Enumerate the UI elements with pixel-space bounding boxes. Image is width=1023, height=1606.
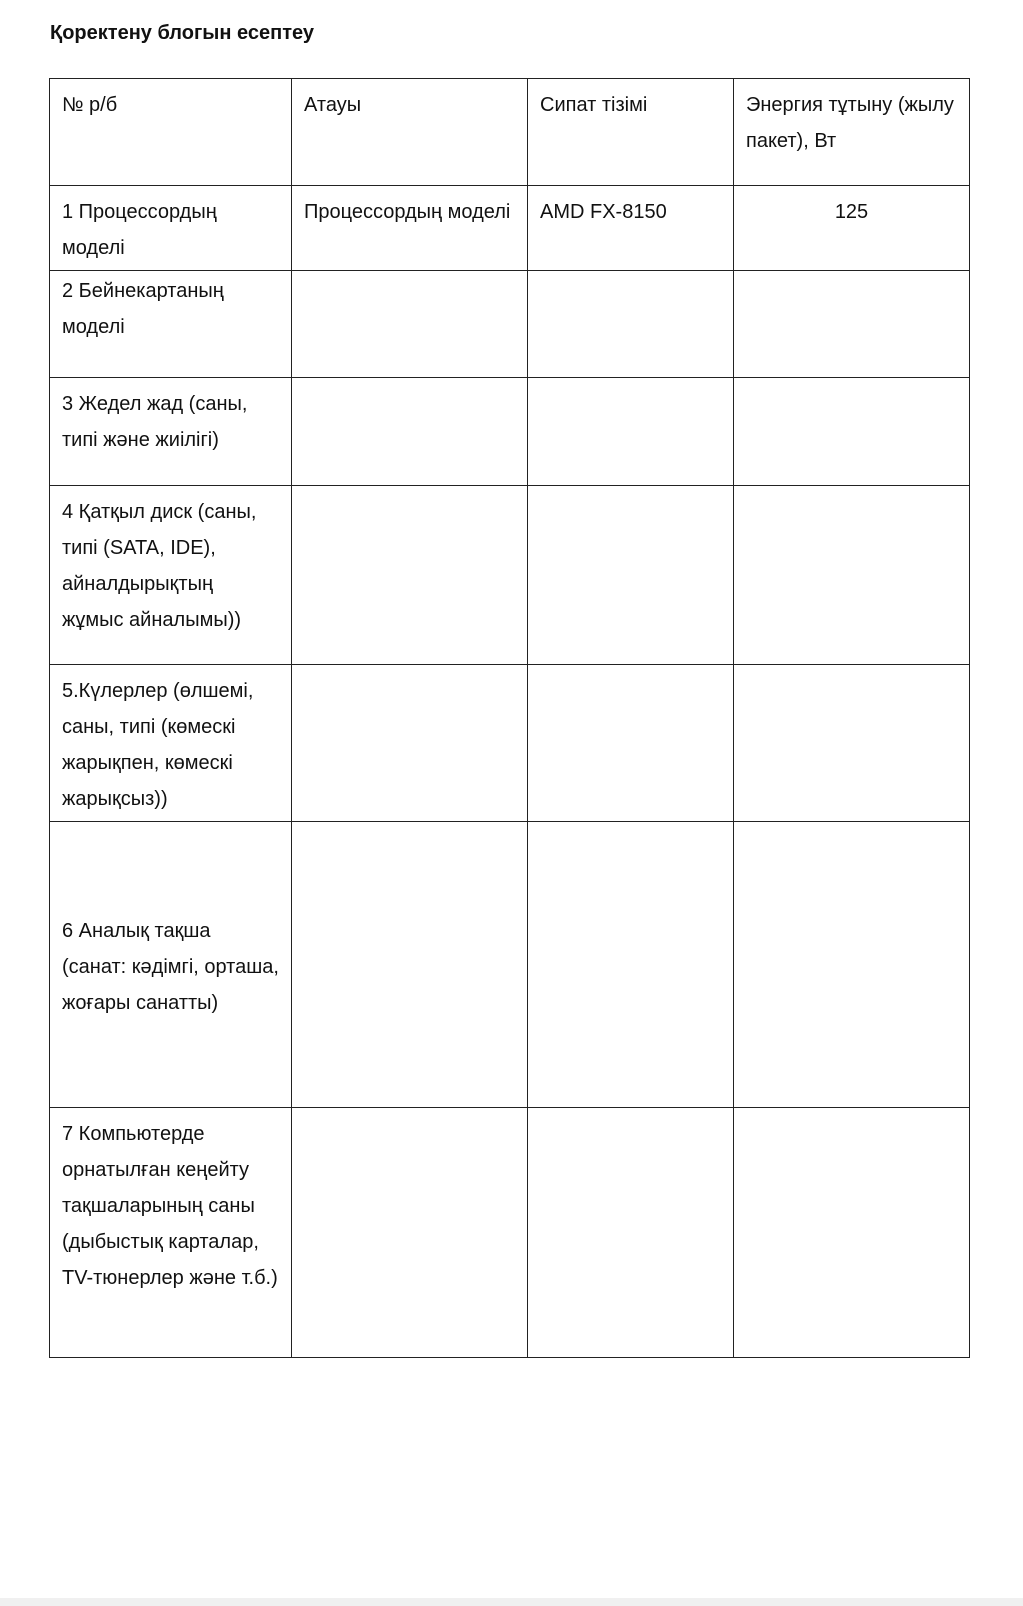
- row-power-cell: [734, 822, 970, 1108]
- row-spec-cell: AMD FX-8150: [528, 186, 734, 271]
- row-number-cell: 7 Компьютерде орнатылған кеңейту тақшаларының саны (дыбыстық карталар, TV-тюнерлер және т.б.): [50, 1108, 292, 1358]
- header-number: № р/б: [50, 79, 292, 186]
- row-power-cell: [734, 378, 970, 486]
- row-power-cell: [734, 665, 970, 822]
- page-bottom-edge: [0, 1598, 1023, 1606]
- header-name: Атауы: [292, 79, 528, 186]
- row-number-cell: 2 Бейнекартаның моделі: [50, 271, 292, 378]
- power-supply-table: [49, 78, 970, 1358]
- document-title: Қоректену блогын есептеу: [50, 22, 314, 44]
- row-number-cell: 5.Күлерлер (өлшемі, саны, типі (көмескі жарықпен, көмескі жарықсыз)): [50, 665, 292, 822]
- row-number-cell: 1 Процессордың моделі: [50, 186, 292, 271]
- row-name-cell: [292, 1108, 528, 1358]
- row-power-cell: [734, 486, 970, 665]
- table-row: [50, 1108, 970, 1358]
- row-number-cell: 4 Қатқыл диск (саны, типі (SATA, IDE), айналдырықтың жұмыс айналымы)): [50, 486, 292, 665]
- table-row: [50, 665, 970, 822]
- row-name-cell: [292, 822, 528, 1108]
- table-row: [50, 822, 970, 1108]
- row-spec-cell: [528, 486, 734, 665]
- row-spec-cell: [528, 822, 734, 1108]
- row-spec-cell: [528, 378, 734, 486]
- row-spec-cell: [528, 271, 734, 378]
- row-number-cell: 6 Аналық тақша (санат: кәдімгі, орташа, жоғары санатты): [50, 822, 292, 1108]
- table-row: [50, 271, 970, 378]
- row-spec-cell: [528, 1108, 734, 1358]
- row-name-cell: [292, 378, 528, 486]
- row-number-cell: 3 Жедел жад (саны, типі және жиілігі): [50, 378, 292, 486]
- row-power-cell: 125: [734, 186, 970, 271]
- row-power-cell: [734, 1108, 970, 1358]
- row-name-cell: [292, 271, 528, 378]
- row-power-cell: [734, 271, 970, 378]
- row-name-cell: Процессордың моделі: [292, 186, 528, 271]
- table-row: [50, 486, 970, 665]
- row-name-cell: [292, 486, 528, 665]
- header-power: Энергия тұтыну (жылу пакет), Вт: [734, 79, 970, 186]
- table-header-row: [50, 79, 970, 186]
- row-spec-cell: [528, 665, 734, 822]
- row-name-cell: [292, 665, 528, 822]
- table-row: [50, 186, 970, 271]
- header-spec: Сипат тізімі: [528, 79, 734, 186]
- table-row: [50, 378, 970, 486]
